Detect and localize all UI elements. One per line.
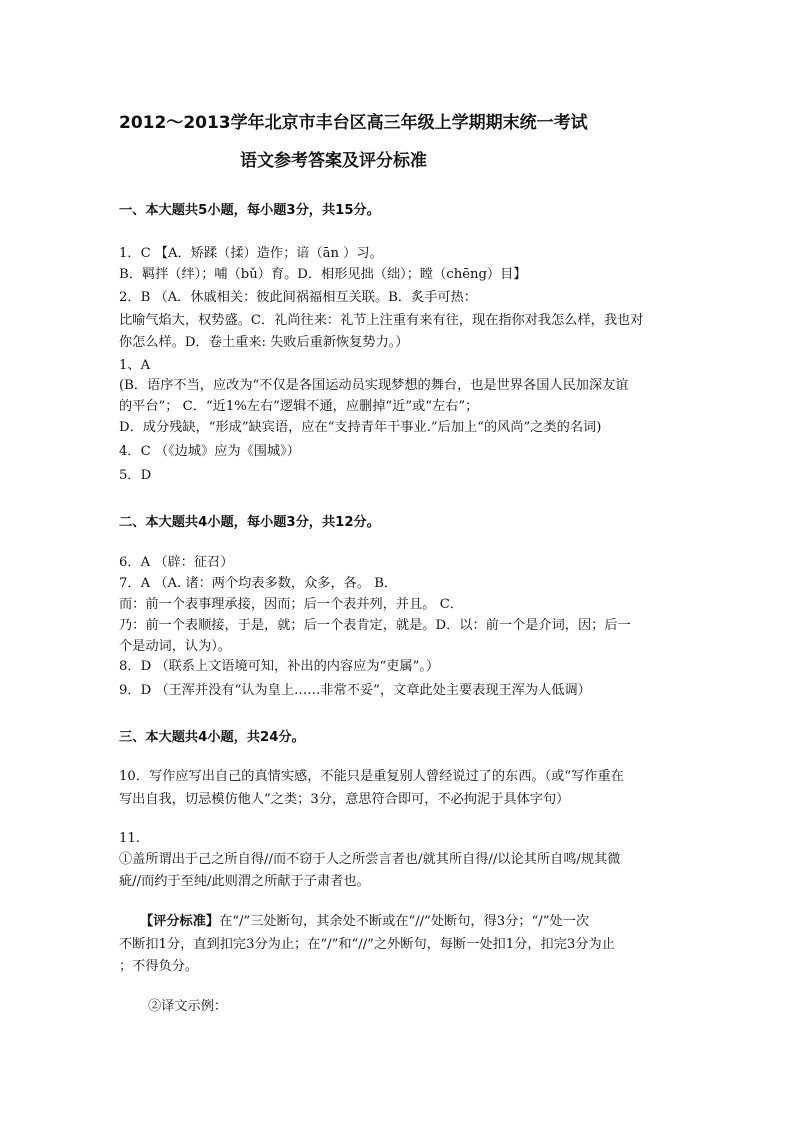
- section-1-heading: 一、本大题共5小题，每小题3分，共15分。: [119, 203, 380, 218]
- scoring-criteria-line: [140, 913, 589, 931]
- section-2-heading: 二、本大题共4小题，每小题3分，共12分。: [119, 515, 380, 530]
- answer-line: 6．A （辟：征召）: [119, 555, 234, 570]
- answer-line: (B．语序不当，应改为“不仅是各国运动员实现梦想的舞台，也是世界各国人民加深友谊: [119, 378, 629, 393]
- answer-line: 1．C 【A．矫蹂（揉）造作；谙（ān ）习。: [119, 246, 383, 261]
- answer-line: 的平台”； C．“近1%左右”逻辑不通，应删掉“近”或“左右”；: [119, 399, 479, 414]
- answer-line: 9．D （王浑并没有“认为皇上……非常不妥”，文章此处主要表现王浑为人低调）: [119, 683, 591, 698]
- answer-line: 10．写作应写出自己的真情实感，不能只是重复别人曾经说过了的东西。（或“写作重在: [119, 769, 624, 784]
- answer-line: 个是动词，认为）。: [119, 639, 232, 654]
- scoring-criteria-label: 【评分标准】: [140, 914, 220, 929]
- section-3-heading: 三、本大题共4小题，共24分。: [119, 730, 305, 745]
- scoring-criteria-line: 不断扣1分，直到扣完3分为止；在“/”和“//”之外断句，每断一处扣1分，扣完3分为止: [119, 937, 615, 952]
- translation-label: ②译文示例：: [148, 999, 228, 1014]
- answer-line: ①盖所谓出于己之所自得//而不窃于人之所尝言者也/就其所自得//以论其所自鸣/规其微: [119, 852, 621, 867]
- answer-line: 你怎么样。D．卷土重来: 失败后重新恢复势力。）: [119, 335, 409, 350]
- answer-line: B．羁拌（绊）；哺（bǔ）育。D．相形见拙（绌）；瞠（chēng）目】: [119, 267, 527, 282]
- document-title: 2012～2013学年北京市丰台区高三年级上学期期末统一考试: [119, 113, 588, 133]
- scoring-criteria-text: 在“/”三处断句，其余处不断或在“//”处断句，得3分；“/”处一次: [219, 914, 590, 929]
- answer-line: 5．D: [119, 468, 152, 483]
- answer-line: 11.: [119, 831, 140, 846]
- answer-line: 2．B （A．休戚相关：彼此间祸福相互关联。B．炙手可热：: [119, 290, 477, 305]
- answer-line: 1、A: [119, 358, 151, 373]
- answer-line: 疵//而约于至纯/此则渭之所献于子肃者也。: [119, 874, 370, 889]
- answer-line: 比喻气焰大，权势盛。C．礼尚往来：礼节上注重有来有往，现在指你对我怎么样，我也对: [119, 313, 644, 328]
- answer-line: 乃：前一个表顺接，于是，就；后一个表肯定，就是。D．以：前一个是介词，因；后一: [119, 618, 631, 633]
- document-subtitle: 语文参考答案及评分标准: [240, 151, 427, 171]
- scoring-criteria-line: ；不得负分。: [119, 959, 199, 974]
- answer-line: 而：前一个表事理承接，因而；后一个表并列，并且。 C．: [119, 597, 463, 612]
- answer-line: 写出自我，切忌模仿他人”之类；3分，意思符合即可，不必拘泥于具体字句）: [119, 792, 570, 807]
- answer-line: 7．A （A. 诸：两个均表多数，众多，各。 B．: [119, 576, 398, 591]
- answer-line: D．成分残缺，“形成”缺宾语，应在“支持青年干事业.”后加上“的风尚”之类的名词): [119, 420, 602, 435]
- answer-line: 4．C （《边城》应为《围城》）: [119, 444, 300, 459]
- answer-line: 8．D （联系上文语境可知，补出的内容应为“吏属”。）: [119, 659, 440, 674]
